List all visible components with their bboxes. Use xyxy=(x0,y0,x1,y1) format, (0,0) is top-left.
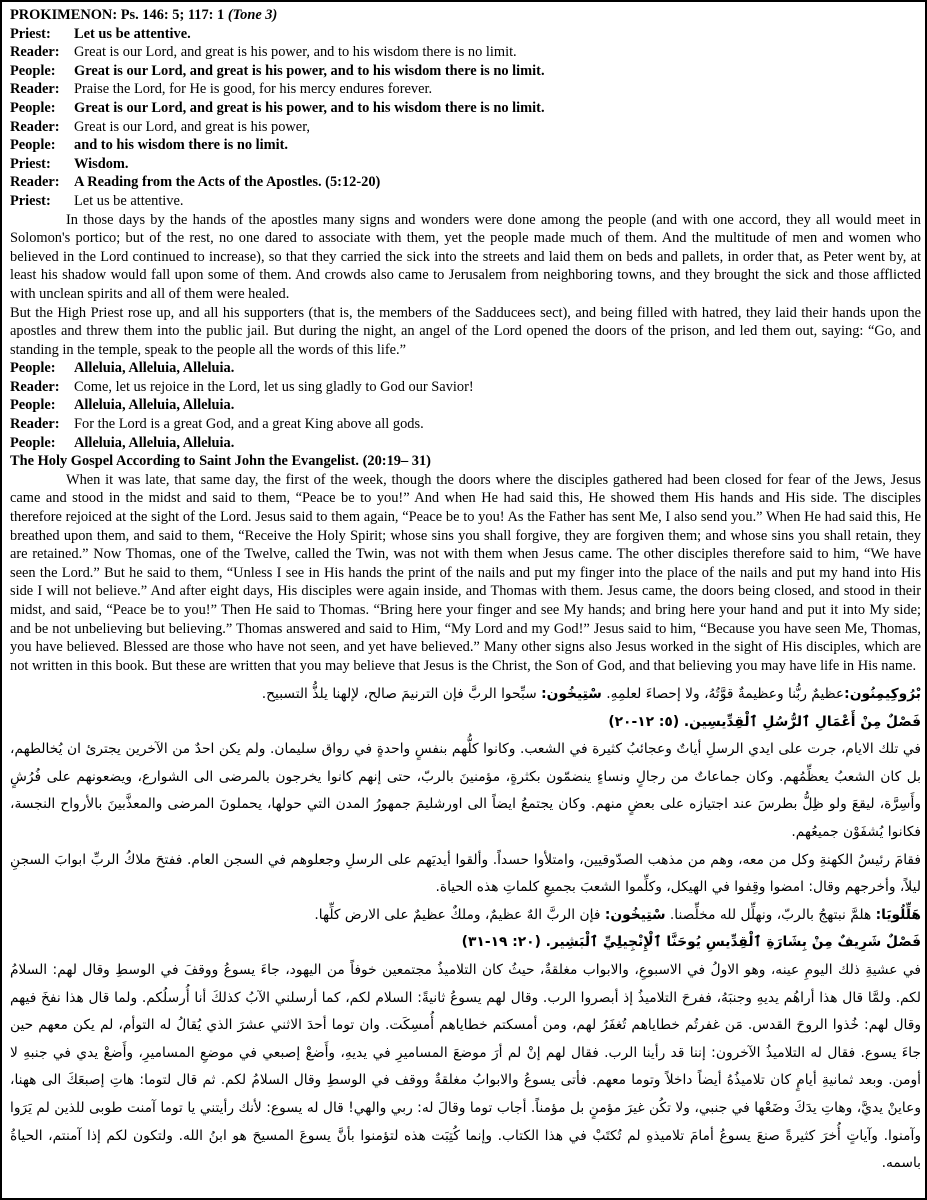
epistle-paragraph-2: But the High Priest rose up, and all his supporters (that is, the members of the Sadducees sect), and being filled with hatred, they laid their hands upon the apostles and threw them into the public jail. But during the night, an angel of the Lord opened the doors of the prison, and led them out, saying: “Go, and standing in the temple, speak to the people all the words of this life.” xyxy=(10,304,921,358)
arabic-alleluia-stichos-text: فإن الربَّ الهٌ عظيمٌ، وملكٌ عظيمٌ على الارض كلِّها. xyxy=(314,906,601,923)
alleluia-line xyxy=(10,359,921,378)
response-text: Come, let us rejoice in the Lord, let us sing gladly to God our Savior! xyxy=(74,378,474,395)
arabic-alleluia-text: هلمَّ نبتهجُ بالربّ، ونهلِّل لله مخلِّصنا. xyxy=(669,906,872,923)
response-text: Alleluia, Alleluia, Alleluia. xyxy=(74,360,235,377)
prokimenon-title: PROKIMENON: Ps. 146: 5; 117: 1 xyxy=(10,7,225,23)
gospel-title: The Holy Gospel According to Saint John the Evangelist. (20:19– 31) xyxy=(10,453,431,470)
prokimenon-line xyxy=(10,80,921,99)
arabic-alleluia xyxy=(10,902,921,930)
arabic-stichos-text: سبِّحوا الربَّ فإن الترنيمَ صالح، لإلهنا يلذُّ التسبيح. xyxy=(261,686,537,702)
response-text: Great is our Lord, and great is his power, xyxy=(74,118,311,135)
speaker-label: People: xyxy=(10,397,56,414)
arabic-prokimenon-text: عظيمٌ ربُّنا وعظيمةٌ قوَّتُهُ، ولا إحصاءَ لعلمِهِ. xyxy=(606,686,845,702)
speaker-label: Reader: xyxy=(10,44,60,61)
speaker-label: Priest: xyxy=(10,155,51,172)
response-text: Let us be attentive. xyxy=(74,192,184,209)
arabic-gospel-title: فَصْلٌ شَرِيفٌ مِنْ بِشَارَةِ ٱلْقِدِّيسِ يُوحَنَّا ٱلْإِنْجِيلِيِّ ٱلْبَشِير. (٢٠: ١٩-٣١) xyxy=(461,934,921,951)
prokimenon-line xyxy=(10,25,921,44)
arabic-epistle-title: فَصْلٌ مِنْ أَعْمَالِ ٱلرُّسُلِ ٱلْقِدِّيسِين. (٥: ١٢-٢٠) xyxy=(608,713,921,730)
speaker-label: Reader: xyxy=(10,174,60,191)
alleluia-lines xyxy=(10,359,921,452)
speaker-label: Reader: xyxy=(10,118,60,135)
response-text: and to his wisdom there is no limit. xyxy=(74,137,289,154)
alleluia-line xyxy=(10,378,921,397)
arabic-alleluia-stichos-label: سْتِيخُون: xyxy=(604,906,666,923)
prokimenon-line xyxy=(10,62,921,81)
speaker-label: People: xyxy=(10,360,56,377)
prokimenon-line xyxy=(10,155,921,174)
response-text: Praise the Lord, for He is good, for his mercy endures forever. xyxy=(74,81,433,98)
alleluia-line xyxy=(10,415,921,434)
alleluia-line xyxy=(10,396,921,415)
speaker-label: People: xyxy=(10,62,56,79)
prokimenon-line xyxy=(10,43,921,62)
response-text: Alleluia, Alleluia, Alleluia. xyxy=(74,397,235,414)
arabic-prokimenon xyxy=(10,681,921,709)
speaker-label: People: xyxy=(10,434,56,451)
response-text: Great is our Lord, and great is his power, and to his wisdom there is no limit. xyxy=(74,44,517,61)
english-section xyxy=(10,6,921,675)
speaker-label: Reader: xyxy=(10,378,60,395)
speaker-label: People: xyxy=(10,137,56,154)
response-text: Wisdom. xyxy=(74,155,129,172)
response-text: Great is our Lord, and great is his power, and to his wisdom there is no limit. xyxy=(74,62,545,79)
speaker-label: Reader: xyxy=(10,416,60,433)
speaker-label: People: xyxy=(10,99,56,116)
arabic-prokimenon-label: بْرُوكِيمِنُون: xyxy=(844,686,921,702)
prokimenon-line xyxy=(10,136,921,155)
response-text: Let us be attentive. xyxy=(74,25,191,42)
arabic-section xyxy=(10,681,921,1178)
epistle-paragraph-1: In those days by the hands of the apostles many signs and wonders were done among the people (and with one accord, they all would meet in Solomon's portico; but of the rest, no one dared to associate with them, yet the people made much of them. And the multitude of men and women who believed in the Lord continued to increase), so that they carried the sick into the streets and laid them on beds and pallets, in order that, as Peter went by, at least his shadow would fall upon some of them. And crowds also came to Jerusalem from neighboring towns, and they brought the sick and those afflicted with unclean spirits and all of them were healed. xyxy=(10,211,921,302)
arabic-epistle-paragraph-1: في تلك الايام، جرت على ايدي الرسلِ أياتٌ وعجائبُ كثيرة في الشعب. وكانوا كلُّهم بنفسٍ واحدةٍ في رواق سليمان. ولم يكن احدٌ من الآخرين يجترئ ان يُخالطهم، بل كان الشعبُ يعظِّمُهم. وكان جماعاتٌ من رجالٍ ونساءٍ ينضمّون بكثرةٍ، مؤمنينَ بالربّ، حتى إنهم كانوا يخرجون بالمرضى الى الشوارع، ويضعونهم على فُرُشٍ وأَسِرَّة، ليقعَ ولو ظِلُّ بطرسَ عند اجتيازه على بعضٍ منهم. وكان يجتمعُ ايضاً الى اورشليمَ جمهورُ المدن التي حولها، يحملونَ المرضى والمعذَّبينَ بالأرواح النجسة، فكانوا يُشفَوْن جميعُهم. xyxy=(10,741,921,840)
response-text: Great is our Lord, and great is his power, and to his wisdom there is no limit. xyxy=(74,99,545,116)
prokimenon-heading xyxy=(10,6,921,25)
prokimenon-line xyxy=(10,118,921,137)
prokimenon-line xyxy=(10,173,921,192)
prokimenon-lines xyxy=(10,25,921,211)
response-text: A Reading from the Acts of the Apostles. (5:12-20) xyxy=(74,174,381,191)
arabic-alleluia-label: هَلِّلُويَا: xyxy=(875,906,921,923)
arabic-stichos-label: سْتِيخُون: xyxy=(541,686,602,702)
prokimenon-line xyxy=(10,192,921,211)
alleluia-line xyxy=(10,434,921,453)
arabic-epistle-paragraph-2: فقامَ رئيسُ الكهنةِ وكل من معه، وهم من مذهب الصدّوقيين، وامتلأوا حسداً. وألقوا أيديَهم على الرسلِ وجعلوهم في السجن العام. ففتحَ ملاكُ الربِّ ابوابَ السجنِ ليلاً، وأخرجهم وقال: امضوا وقِفوا في الهيكل، وكلِّموا الشعبَ بجميعِ كلماتِ هذه الحياة. xyxy=(10,851,921,896)
response-text: For the Lord is a great God, and a great King above all gods. xyxy=(74,416,424,433)
response-text: Alleluia, Alleluia, Alleluia. xyxy=(74,434,235,451)
speaker-label: Priest: xyxy=(10,25,51,42)
prokimenon-line xyxy=(10,99,921,118)
gospel-text: When it was late, that same day, the first of the week, though the doors where the disciples gathered had been closed for fear of the Jews, Jesus came and stood in the midst and said to them, “Peace be to you!” And when He had said this, He showed them His hands and His side. The disciples therefore rejoiced at the sight of the Lord. Jesus said to them again, “Peace be to you! As the Father has sent Me, I also send you.” When He had said this, He breathed upon them, and said to them, “Receive the Holy Spirit; whose sins you shall forgive, they are forgiven them; and whose sins you shall retain, they are retained.” Now Thomas, one of the Twelve, called the Twin, was not with them when Jesus came. The other disciples therefore said to him, “We have seen the Lord.” But he said to them, “Unless I see in His hands the print of the nails and put my finger into the place of the nails and put my hand into His side I will not believe.” And after eight days, His disciples were again inside, and Thomas with them. Jesus came, the doors being closed, and stood in their midst, and said, “Peace be to you!” Then He said to Thomas. “Bring here your finger and see My hands; and bring here your hand and put it into My side; and be not unbelieving but believing.” Thomas answered and said to Him, “My Lord and my God!” Jesus said to him, “Because you have seen Me, Thomas, you have believed. Blessed are those who have not seen, and yet have believed.” Many other signs also Jesus worked in the sight of His disciples, which are not written in this book. But these are written that you may believe that Jesus is the Christ, the Son of God, and that believing you may have life in His name. xyxy=(10,471,921,674)
arabic-gospel-text: في عشيةِ ذلك اليومِ عينه، وهو الاولُ في الاسبوعِ، والابواب مغلقةٌ، حيثُ كان التلاميذُ مجتمعين خوفاً من اليهود، جاءَ يسوعُ ووقفَ في الوسطِ وقال لهم: السلامُ لكم. ولمَّا قال هذا أراهُم يديهِ وجنبَهُ، ففرحَ التلاميذُ إذ أبصروا الرب. وقال لهم يسوعُ ثانيةً: السلام لكم، كما أرسلني الآبُ كذلكَ أنا أُرسلُكم. ولما قال هذا نفخَ فيهم وقال لهم: خُذوا الروحَ القدس. مَن غفرتُم خطاياهم تُغفَرُ لهم، ومن أمسكتم خطاياهم أُمسِكَت. وان توما أحدَ الاثني عشرَ الذي يُقالُ له التوأم، لم يكن معهم حين جاءَ يسوع. فقال له التلاميذُ الآخرون: إننا قد رأينا الرب. فقال لهم إنْ لم أرَ موضعَ المساميرِ في يديهِ، وأَضعْ إصبعي في موضعِ المساميرِ، وأَضعْ يدي في جنبهِ لا أومن. وبعد ثمانيةِ أيامٍ كان تلاميذُهُ أيضاً داخلاً وتوما معهم. فأتى يسوعُ والابوابُ مغلقةٌ ووقف في الوسطِ وقال السلامُ لكم. ثم قال لتوما: هاتِ إصبعَكَ الى ههنا، وعاينْ يديَّ، وهاتِ يدَكَ وضَعْها في جنبي، ولا تكُن غيرَ مؤمنٍ بل مؤمناً. أجاب توما وقالَ له: ربي والهي! قال له يسوع: لأنك رأيتني يا توما آمنت طوبى للذين لم يَرَوا وآمنوا. وآياتٍ أُخرَ كثيرةً صنعَ يسوعُ أمامَ تلاميذهِ لم تُكتَبْ في هذا الكتاب. وإنما كُتِبَت هذه لتؤمنوا بأنَّ يسوعَ المسيحَ هو ابنُ الله. ولتكون لكم إذا آمنتم، الحياةُ باسمه. xyxy=(10,961,921,1172)
speaker-label: Priest: xyxy=(10,192,51,209)
speaker-label: Reader: xyxy=(10,81,60,98)
prokimenon-tone: (Tone 3) xyxy=(227,7,278,23)
